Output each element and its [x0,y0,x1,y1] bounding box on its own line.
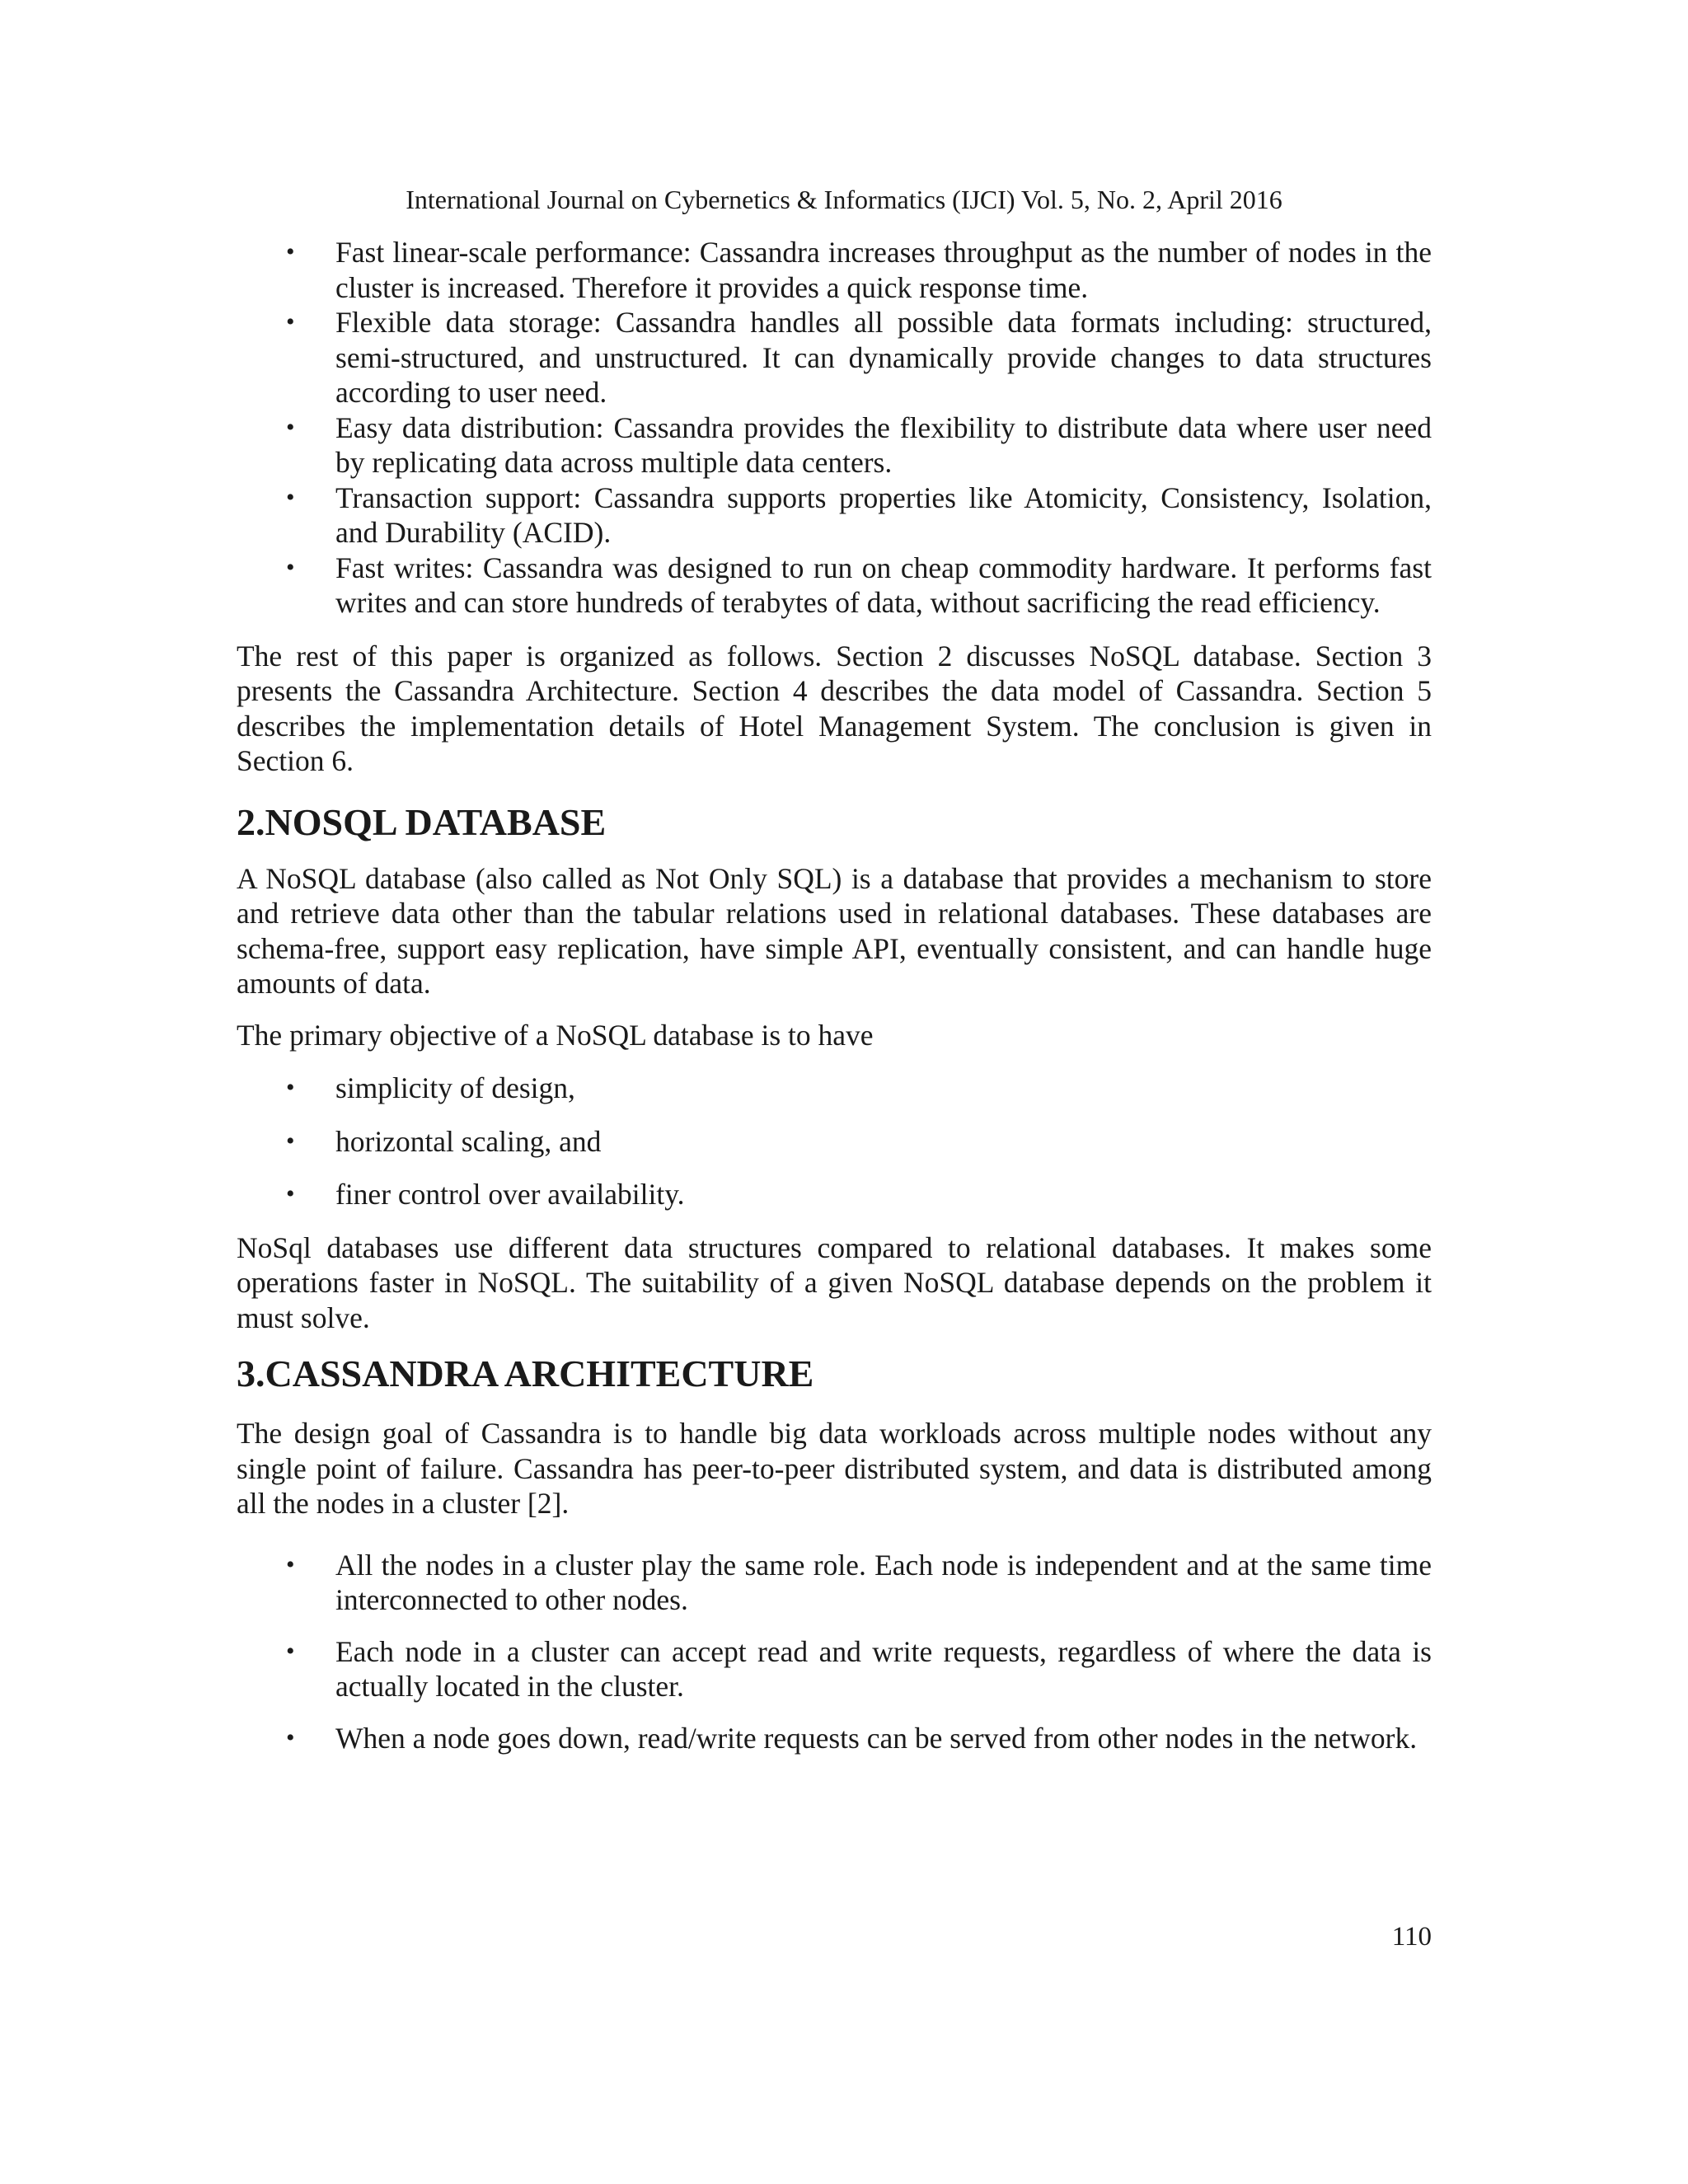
bullet-icon: • [286,1637,295,1665]
list-item [237,1124,1432,1160]
list-item [237,1071,1432,1106]
list-item-text: simplicity of design, [335,1071,575,1104]
section-3-heading: 3.CASSANDRA ARCHITECTURE [237,1352,814,1394]
section-2-paragraph-2: The primary objective of a NoSQL database is to have [237,1018,874,1052]
section-2-paragraph-3: NoSql databases use different data structures compared to relational databases. It makes some operations faster in NoSQL. The suitability of a given NoSQL database depends on the problem it must solve. [237,1230,1432,1334]
list-item [237,1548,1432,1618]
bullet-icon: • [286,483,295,511]
list-item-text: Flexible data storage: Cassandra handles all possible data formats including: structured, semi-structured, and unstructured. It can dynamically provide changes to data structures according to user need. [335,306,1432,409]
list-item [237,235,1432,305]
bullet-icon: • [286,553,295,581]
list-item-text: horizontal scaling, and [335,1124,602,1158]
architecture-bullet-list [237,1548,1432,1756]
objective-bullet-list [237,1071,1432,1212]
list-item [237,551,1432,621]
list-item-text: Fast linear-scale performance: Cassandra increases throughput as the number of nodes in the cluster is increased. Therefore it provides a quick response time. [335,236,1432,304]
page-content [237,235,1432,1755]
bullet-icon: • [286,413,295,441]
list-item [237,480,1432,551]
list-item-text: Transaction support: Cassandra supports properties like Atomicity, Consistency, Isolation, and Durability (ACID). [335,480,1432,549]
list-item-text: Easy data distribution: Cassandra provides the flexibility to distribute data where user need by replicating data across multiple data centers. [335,410,1432,479]
list-item-text: All the nodes in a cluster play the same role. Each node is independent and at the same time interconnected to other nodes. [335,1548,1432,1616]
running-header: International Journal on Cybernetics & Informatics (IJCI) Vol. 5, No. 2, April 2016 [406,185,1282,214]
section-3-paragraph-1: The design goal of Cassandra is to handle big data workloads across multiple nodes without any single point of failure. Cassandra has peer-to-peer distributed system, and data is distributed among all the nodes in a cluster [2]. [237,1417,1432,1520]
list-item [237,305,1432,410]
feature-bullet-list [237,235,1432,621]
organization-paragraph: The rest of this paper is organized as follows. Section 2 discusses NoSQL database. Section 3 presents the Cassandra Architecture. Section 4 describes the data model of Cassandra. Section 5 describes the implementation details of Hotel Management System. The conclusion is given in Section 6. [237,639,1432,777]
list-item-text: Each node in a cluster can accept read and write requests, regardless of where the data is actually located in the cluster. [335,1634,1432,1703]
bullet-icon: • [286,1180,295,1207]
bullet-icon: • [286,238,295,265]
bullet-icon: • [286,1550,295,1578]
list-item-text: finer control over availability. [335,1178,685,1211]
list-item [237,1721,1432,1756]
list-item-text: Fast writes: Cassandra was designed to run on cheap commodity hardware. It performs fast writes and can store hundreds of terabytes of data, without sacrificing the read efficiency. [335,551,1432,619]
page-number: 110 [1391,1922,1432,1952]
bullet-icon: • [286,308,295,335]
list-item [237,410,1432,480]
section-2-heading: 2.NOSQL DATABASE [237,800,607,843]
list-item [237,1177,1432,1212]
section-2-paragraph-1: A NoSQL database (also called as Not Only SQL) is a database that provides a mechanism to store and retrieve data other than the tabular relations used in relational databases. These databases are schema-free, support easy replication, have simple API, eventually consistent, and can handle huge amounts of data. [237,861,1432,1000]
bullet-icon: • [286,1074,295,1101]
bullet-icon: • [286,1127,295,1155]
bullet-icon: • [286,1723,295,1751]
list-item-text: When a node goes down, read/write requests can be served from other nodes in the network. [335,1721,1418,1755]
list-item [237,1634,1432,1704]
